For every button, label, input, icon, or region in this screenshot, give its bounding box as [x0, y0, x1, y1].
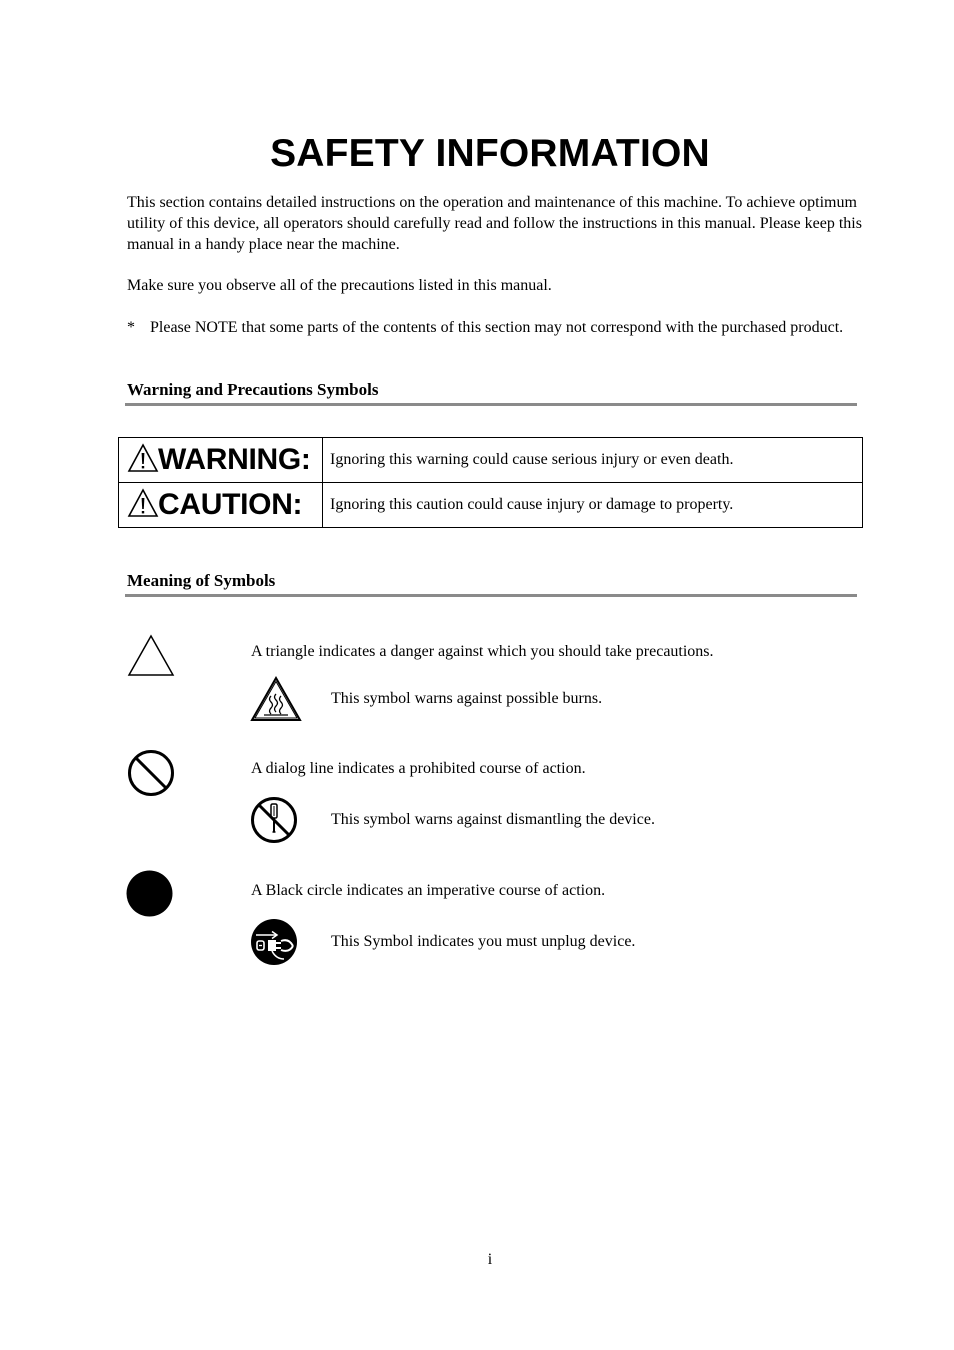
triangle-outline-icon: [127, 634, 175, 678]
imperative-description: A Black circle indicates an imperative course of action.: [251, 882, 606, 899]
caution-label: CAUTION:: [158, 488, 303, 521]
caution-word-cell: [119, 483, 323, 528]
section-divider: [125, 403, 857, 406]
table-row: [119, 438, 863, 483]
triangle-description: A triangle indicates a danger against which you should take precautions.: [251, 643, 714, 660]
unplug-description: This Symbol indicates you must unplug device.: [331, 933, 636, 950]
dismantling-description: This symbol warns against dismantling the device.: [331, 811, 655, 828]
note-marker: *: [127, 319, 135, 336]
caution-description: Ignoring this caution could cause injury or damage to property.: [323, 483, 863, 528]
signal-word-table: [118, 437, 863, 528]
burn-description: This symbol warns against possible burns.: [331, 690, 603, 707]
warning-word-cell: [119, 438, 323, 483]
unplug-device-icon: [250, 918, 298, 966]
warning-triangle-icon: [127, 443, 159, 473]
page-title: SAFETY INFORMATION: [270, 132, 710, 175]
page-number: i: [487, 1251, 493, 1268]
warning-label: WARNING:: [158, 443, 311, 476]
section-divider: [125, 594, 857, 597]
note-text: Please NOTE that some parts of the contents of this section may not correspond with the purchased product.: [150, 319, 844, 336]
meaning-symbols-heading: Meaning of Symbols: [127, 571, 276, 590]
prohibited-circle-icon: [127, 749, 175, 797]
intro-paragraph: This section contains detailed instructions on the operation and maintenance of this machine. To achieve optimum utility of this device, all operators should carefully read and follow the instructions in this manual. Please keep this manual in a handy place near the machine.: [127, 194, 862, 253]
prohibited-description: A dialog line indicates a prohibited course of action.: [251, 760, 586, 777]
warning-triangle-icon: [127, 488, 159, 518]
hot-surface-burn-icon: [250, 676, 302, 722]
note: [127, 317, 862, 338]
warning-symbols-heading: Warning and Precautions Symbols: [127, 380, 379, 399]
no-dismantling-icon: [250, 796, 298, 844]
black-circle-icon: [126, 870, 174, 918]
observe-paragraph: Make sure you observe all of the precautions listed in this manual.: [127, 277, 552, 294]
table-row: [119, 483, 863, 528]
warning-description: Ignoring this warning could cause serious injury or even death.: [323, 438, 863, 483]
